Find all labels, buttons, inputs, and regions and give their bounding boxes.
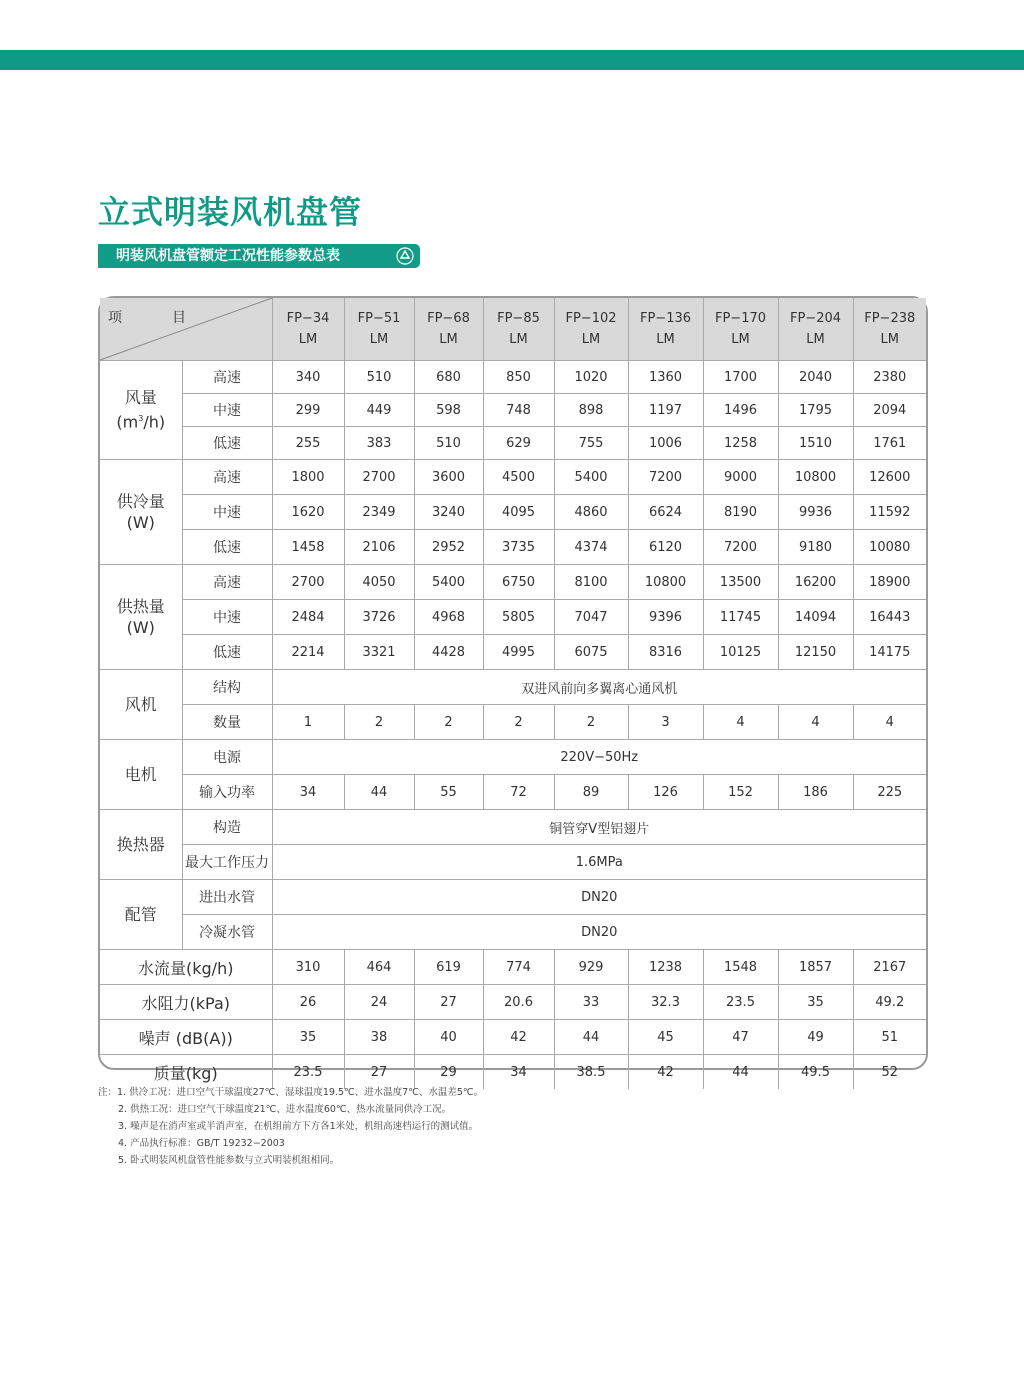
cell: 13500 <box>703 565 778 600</box>
cell: 152 <box>703 775 778 810</box>
cell: 510 <box>344 361 414 394</box>
cell: 29 <box>414 1055 483 1090</box>
cell: 9936 <box>778 495 853 530</box>
piping-drain-value: DN20 <box>272 915 926 950</box>
cell: 2380 <box>853 361 926 394</box>
footnote: 3. 噪声是在消声室或半消声室，在机组前方下方各1米处，机组高速档运行的测试值。 <box>118 1121 479 1132</box>
table-row <box>100 635 926 670</box>
table-row <box>100 775 926 810</box>
cell: 38 <box>344 1020 414 1055</box>
sub-label: 高速 <box>182 361 272 394</box>
table-row <box>100 361 926 394</box>
cell: 3240 <box>414 495 483 530</box>
cell: 49.2 <box>853 985 926 1020</box>
cell: 680 <box>414 361 483 394</box>
cell: 4428 <box>414 635 483 670</box>
cell: 755 <box>554 427 628 460</box>
cell: 3600 <box>414 460 483 495</box>
cell: 12150 <box>778 635 853 670</box>
cell: 51 <box>853 1020 926 1055</box>
cell: 4968 <box>414 600 483 635</box>
cell: 619 <box>414 950 483 985</box>
cell: 4500 <box>483 460 554 495</box>
table-row <box>100 565 926 600</box>
table-row <box>100 670 926 705</box>
cell: 44 <box>344 775 414 810</box>
model-header: FP−34 LM <box>272 298 344 361</box>
cell: 186 <box>778 775 853 810</box>
cell: 598 <box>414 394 483 427</box>
cell: 4 <box>778 705 853 740</box>
table-row <box>100 394 926 427</box>
cell: 2700 <box>344 460 414 495</box>
cell: 2952 <box>414 530 483 565</box>
cell: 33 <box>554 985 628 1020</box>
row-head-mass: 质量(kg) <box>100 1055 272 1090</box>
model-header: FP−51 LM <box>344 298 414 361</box>
model-header: FP−204 LM <box>778 298 853 361</box>
cell: 7200 <box>703 530 778 565</box>
cell: 2106 <box>344 530 414 565</box>
cell: 4 <box>853 705 926 740</box>
cell: 255 <box>272 427 344 460</box>
cell: 2484 <box>272 600 344 635</box>
table-row <box>100 530 926 565</box>
cell: 72 <box>483 775 554 810</box>
cell: 2349 <box>344 495 414 530</box>
model-header: FP−68 LM <box>414 298 483 361</box>
cell: 23.5 <box>272 1055 344 1090</box>
table-row <box>100 1020 926 1055</box>
cell: 14094 <box>778 600 853 635</box>
cell: 340 <box>272 361 344 394</box>
cell: 1761 <box>853 427 926 460</box>
sub-label: 构造 <box>182 810 272 845</box>
cell: 1020 <box>554 361 628 394</box>
footnote: 4. 产品执行标准：GB/T 19232−2003 <box>118 1138 285 1149</box>
sub-label: 进出水管 <box>182 880 272 915</box>
cell: 3735 <box>483 530 554 565</box>
cell: 38.5 <box>554 1055 628 1090</box>
cell: 1496 <box>703 394 778 427</box>
cell: 47 <box>703 1020 778 1055</box>
cell: 6075 <box>554 635 628 670</box>
cell: 898 <box>554 394 628 427</box>
cell: 9396 <box>628 600 703 635</box>
cell: 6750 <box>483 565 554 600</box>
cell: 44 <box>554 1020 628 1055</box>
cell: 3 <box>628 705 703 740</box>
model-header: FP−102 LM <box>554 298 628 361</box>
row-head-resistance: 水阻力(kPa) <box>100 985 272 1020</box>
sub-label: 结构 <box>182 670 272 705</box>
cell: 1857 <box>778 950 853 985</box>
model-header: FP−238 LM <box>853 298 926 361</box>
motor-power-value: 220V−50Hz <box>272 740 926 775</box>
sub-label: 数量 <box>182 705 272 740</box>
cell: 8190 <box>703 495 778 530</box>
cell: 1238 <box>628 950 703 985</box>
group-exchanger: 换热器 <box>100 810 182 880</box>
corner-label-b: 目 <box>172 310 186 326</box>
cell: 10125 <box>703 635 778 670</box>
footnote: 2. 供热工况：进口空气干球温度21℃、进水温度60℃、热水流量同供冷工况。 <box>118 1104 452 1115</box>
cell: 3726 <box>344 600 414 635</box>
footnotes <box>98 1084 918 1169</box>
cell: 20.6 <box>483 985 554 1020</box>
cell: 23.5 <box>703 985 778 1020</box>
cell: 774 <box>483 950 554 985</box>
recycle-icon <box>396 247 414 265</box>
table-row <box>100 985 926 1020</box>
cell: 49.5 <box>778 1055 853 1090</box>
cell: 1458 <box>272 530 344 565</box>
cell: 52 <box>853 1055 926 1090</box>
cell: 5400 <box>414 565 483 600</box>
spec-table <box>100 298 926 1089</box>
sub-label: 中速 <box>182 394 272 427</box>
cell: 748 <box>483 394 554 427</box>
cell: 383 <box>344 427 414 460</box>
cell: 464 <box>344 950 414 985</box>
cell: 2040 <box>778 361 853 394</box>
cell: 225 <box>853 775 926 810</box>
table-row <box>100 915 926 950</box>
exchanger-structure-value: 铜管穿V型铝翅片 <box>272 810 926 845</box>
cell: 850 <box>483 361 554 394</box>
sub-label: 低速 <box>182 530 272 565</box>
cell: 6120 <box>628 530 703 565</box>
table-row <box>100 880 926 915</box>
fan-structure-value: 双进风前向多翼离心通风机 <box>272 670 926 705</box>
cell: 1700 <box>703 361 778 394</box>
cell: 35 <box>778 985 853 1020</box>
cell: 8316 <box>628 635 703 670</box>
cell: 42 <box>483 1020 554 1055</box>
cell: 2 <box>483 705 554 740</box>
table-row <box>100 427 926 460</box>
cell: 4 <box>703 705 778 740</box>
cell: 42 <box>628 1055 703 1090</box>
cell: 16200 <box>778 565 853 600</box>
table-row <box>100 460 926 495</box>
cell: 16443 <box>853 600 926 635</box>
sub-label: 高速 <box>182 565 272 600</box>
cell: 34 <box>272 775 344 810</box>
cell: 4374 <box>554 530 628 565</box>
cell: 8100 <box>554 565 628 600</box>
sub-label: 中速 <box>182 495 272 530</box>
group-motor: 电机 <box>100 740 182 810</box>
cell: 10080 <box>853 530 926 565</box>
cell: 299 <box>272 394 344 427</box>
cell: 126 <box>628 775 703 810</box>
cell: 3321 <box>344 635 414 670</box>
row-head-flow: 水流量(kg/h) <box>100 950 272 985</box>
cell: 45 <box>628 1020 703 1055</box>
row-head-noise: 噪声 (dB(A)) <box>100 1020 272 1055</box>
sub-label: 冷凝水管 <box>182 915 272 950</box>
page-title: 立式明装风机盘管 <box>98 193 363 231</box>
cell: 4095 <box>483 495 554 530</box>
cell: 24 <box>344 985 414 1020</box>
cell: 2214 <box>272 635 344 670</box>
cell: 1360 <box>628 361 703 394</box>
cell: 34 <box>483 1055 554 1090</box>
table-row <box>100 495 926 530</box>
cell: 2167 <box>853 950 926 985</box>
cell: 1795 <box>778 394 853 427</box>
sub-label: 电源 <box>182 740 272 775</box>
cell: 40 <box>414 1020 483 1055</box>
cell: 2700 <box>272 565 344 600</box>
cell: 11592 <box>853 495 926 530</box>
cell: 6624 <box>628 495 703 530</box>
cell: 35 <box>272 1020 344 1055</box>
cell: 5805 <box>483 600 554 635</box>
group-airflow: 风量 $(m^3/h)$ <box>100 361 182 460</box>
model-header: FP−136 LM <box>628 298 703 361</box>
footnote: 注：1. 供冷工况：进口空气干球温度27℃、湿球温度19.5℃、进水温度7℃、水温差5℃。 <box>98 1087 484 1098</box>
cell: 89 <box>554 775 628 810</box>
table-row <box>100 810 926 845</box>
cell: 9180 <box>778 530 853 565</box>
top-accent-bar <box>0 50 1024 70</box>
cell: 1510 <box>778 427 853 460</box>
table-row <box>100 705 926 740</box>
cell: 49 <box>778 1020 853 1055</box>
cell: 4860 <box>554 495 628 530</box>
cell: 7047 <box>554 600 628 635</box>
section-tag-label: 明装风机盘管额定工况性能参数总表 <box>116 248 340 264</box>
cell: 310 <box>272 950 344 985</box>
footnote: 5. 卧式明装风机盘管性能参数与立式明装机组相同。 <box>118 1155 340 1166</box>
table-row <box>100 845 926 880</box>
cell: 4995 <box>483 635 554 670</box>
cell: 7200 <box>628 460 703 495</box>
cell: 14175 <box>853 635 926 670</box>
cell: 1 <box>272 705 344 740</box>
corner-label-a: 项 <box>108 310 122 326</box>
cell: 44 <box>703 1055 778 1090</box>
cell: 510 <box>414 427 483 460</box>
cell: 629 <box>483 427 554 460</box>
cell: 27 <box>344 1055 414 1090</box>
cell: 10800 <box>778 460 853 495</box>
cell: 1258 <box>703 427 778 460</box>
cell: 2094 <box>853 394 926 427</box>
sub-label: 最大工作压力 <box>182 845 272 880</box>
cell: 27 <box>414 985 483 1020</box>
cell: 32.3 <box>628 985 703 1020</box>
group-heating: 供热量 (W) <box>100 565 182 670</box>
corner-diagonal-line <box>100 298 272 360</box>
model-header: FP−85 LM <box>483 298 554 361</box>
cell: 1548 <box>703 950 778 985</box>
table-corner-header <box>100 298 272 361</box>
cell: 26 <box>272 985 344 1020</box>
cell: 5400 <box>554 460 628 495</box>
cell: 929 <box>554 950 628 985</box>
cell: 2 <box>414 705 483 740</box>
cell: 449 <box>344 394 414 427</box>
group-cooling: 供冷量 (W) <box>100 460 182 565</box>
cell: 9000 <box>703 460 778 495</box>
sub-label: 高速 <box>182 460 272 495</box>
table-row <box>100 950 926 985</box>
model-header: FP−170 LM <box>703 298 778 361</box>
cell: 1006 <box>628 427 703 460</box>
cell: 2 <box>344 705 414 740</box>
sub-label: 中速 <box>182 600 272 635</box>
exchanger-pressure-value: 1.6MPa <box>272 845 926 880</box>
sub-label: 输入功率 <box>182 775 272 810</box>
piping-inout-value: DN20 <box>272 880 926 915</box>
group-piping: 配管 <box>100 880 182 950</box>
cell: 55 <box>414 775 483 810</box>
sub-label: 低速 <box>182 427 272 460</box>
cell: 1800 <box>272 460 344 495</box>
cell: 18900 <box>853 565 926 600</box>
table-row <box>100 740 926 775</box>
cell: 2 <box>554 705 628 740</box>
cell: 4050 <box>344 565 414 600</box>
section-tag <box>98 244 420 268</box>
sub-label: 低速 <box>182 635 272 670</box>
cell: 12600 <box>853 460 926 495</box>
cell: 1197 <box>628 394 703 427</box>
group-fan: 风机 <box>100 670 182 740</box>
cell: 10800 <box>628 565 703 600</box>
spec-table-wrapper <box>98 296 928 1083</box>
table-row <box>100 600 926 635</box>
cell: 1620 <box>272 495 344 530</box>
cell: 11745 <box>703 600 778 635</box>
